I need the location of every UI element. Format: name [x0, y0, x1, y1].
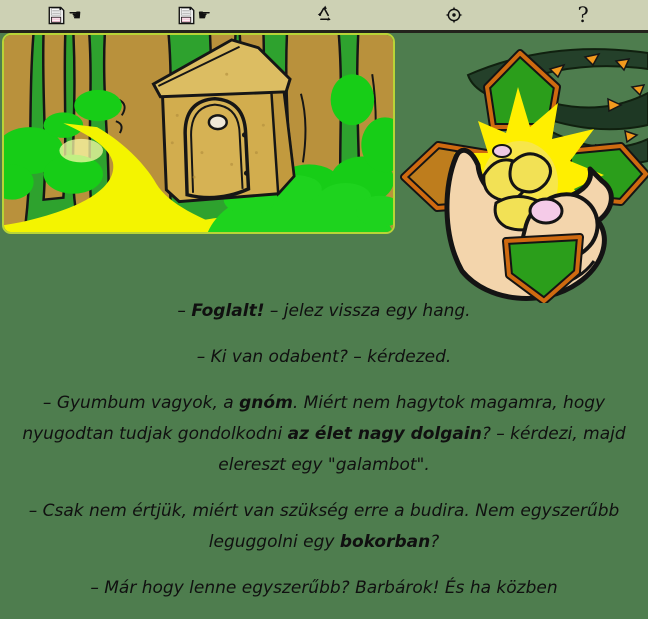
- story-paragraph: [14, 496, 634, 558]
- scene-image: [2, 33, 395, 234]
- compass-widget: [400, 35, 648, 303]
- gear-icon: [444, 5, 464, 25]
- toolbar: [0, 0, 648, 33]
- finger-nail: [493, 145, 511, 157]
- story-segment: – Csak nem értjük, miért van szükség erre a budira. Nem egyszerűbb leguggolni egy: [28, 501, 620, 552]
- forest-outhouse-illustration: [4, 35, 393, 232]
- story-paragraph: [14, 342, 634, 373]
- story-segment: – Már hogy lenne egyszerűbb? Barbárok! És ha közben: [90, 578, 558, 598]
- save-button[interactable]: [0, 0, 130, 30]
- thumb-nail: [530, 199, 562, 223]
- story-segment: – Gyumbum vagyok, a: [42, 393, 240, 413]
- hand-pointing-left-icon: ☚: [68, 5, 82, 24]
- story-segment: gnóm: [239, 393, 293, 413]
- story-paragraph: [14, 388, 634, 481]
- story-segment: – jelez vissza egy hang.: [264, 301, 471, 321]
- story-segment: . Miért nem hagytok magamra, hogy nyugodtan tudjak gondolkodni: [22, 393, 606, 444]
- story-segment: – Ki van odabent? – kérdezed.: [196, 347, 452, 367]
- story-segment: –: [177, 301, 192, 321]
- story-segment: bokorban: [339, 532, 431, 552]
- story-segment: az élet nagy dolgain: [287, 424, 482, 444]
- settings-button[interactable]: [389, 0, 519, 30]
- story-paragraph: [14, 296, 634, 327]
- floppy-disk-icon: [48, 6, 65, 25]
- restart-button[interactable]: [259, 0, 389, 30]
- floppy-disk-icon: [178, 6, 195, 25]
- hand-pointing-right-icon: ☛: [197, 5, 212, 24]
- story-paragraph: [14, 573, 634, 604]
- recycle-icon: [313, 4, 335, 26]
- load-button[interactable]: [130, 0, 260, 30]
- question-mark-icon: ?: [577, 2, 589, 27]
- story-text: [0, 296, 648, 619]
- story-segment: ?: [430, 532, 440, 552]
- help-button[interactable]: [518, 0, 648, 30]
- story-segment: ? – kérdezi, majd elereszt egy "galambot".: [218, 424, 626, 475]
- story-segment: Foglalt!: [191, 301, 265, 321]
